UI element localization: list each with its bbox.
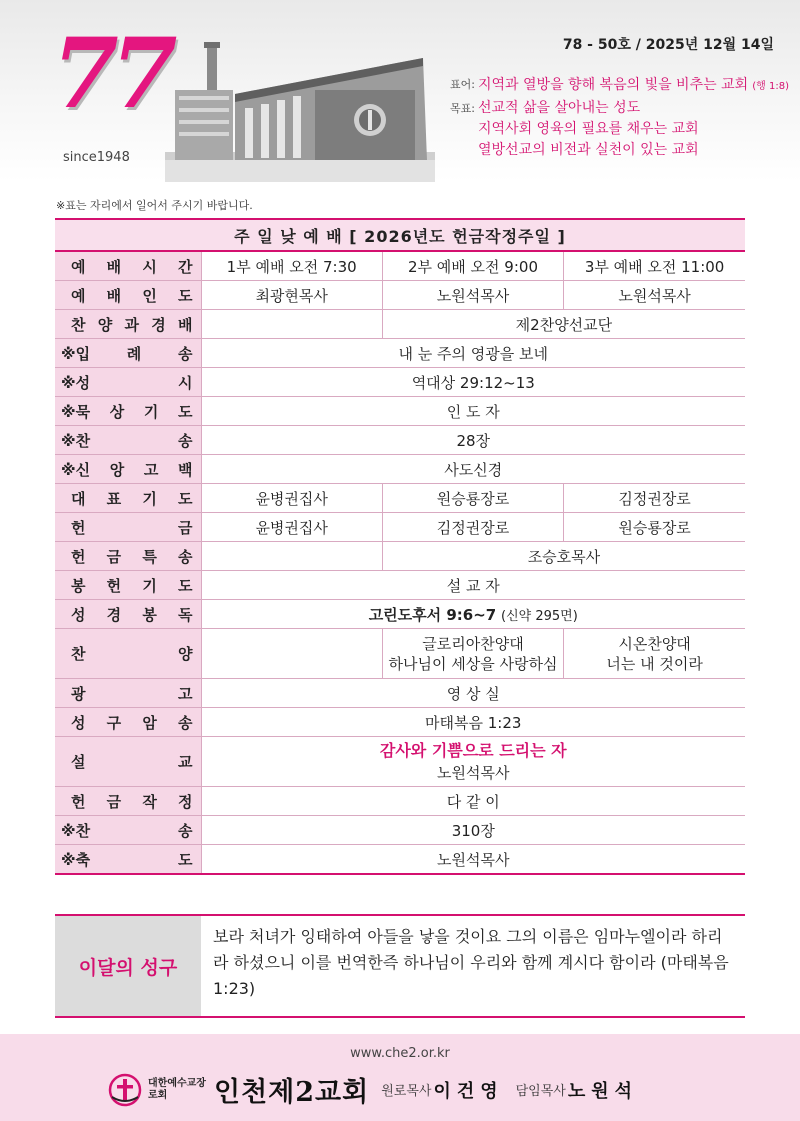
row-label-text	[55, 517, 201, 538]
motto-label: 표어:	[450, 78, 475, 91]
row-label	[55, 426, 201, 455]
row-label-char: 예	[71, 286, 86, 305]
service-2-cell: 김정권장로	[382, 513, 563, 542]
row-label-char: 배	[178, 315, 193, 334]
row-label	[55, 571, 201, 600]
row-label-text	[55, 712, 201, 733]
row-label	[55, 629, 201, 679]
row-label-text	[55, 575, 201, 596]
all-services-cell: 노원석목사	[201, 845, 745, 875]
table-row	[55, 484, 745, 513]
row-label-char: 도	[177, 286, 193, 305]
church-building-illustration	[165, 32, 435, 182]
table-row	[55, 845, 745, 875]
standing-note: ※표는 자리에서 일어서 주시기 바랍니다.	[56, 199, 253, 212]
table-row	[55, 281, 745, 310]
choir-2-cell	[382, 629, 563, 679]
row-label-text	[55, 314, 201, 335]
row-label-text	[55, 401, 201, 422]
row-label-char: 배	[106, 286, 122, 305]
all-services-cell: 다 같 이	[201, 787, 745, 816]
row-label-char: 찬	[71, 315, 86, 334]
service-2-3-cell: 조승호목사	[382, 542, 745, 571]
service-2-cell: 원승룡장로	[382, 484, 563, 513]
row-label-char: 고	[143, 460, 159, 479]
table-row	[55, 542, 745, 571]
row-label-text	[55, 683, 201, 704]
choir-name: 시온찬양대	[618, 634, 691, 653]
preacher: 노원석목사	[437, 763, 510, 782]
row-label-char: 예	[71, 257, 86, 276]
goal-list	[478, 98, 699, 161]
row-label-char: ※묵	[61, 402, 91, 421]
row-label-char: 성	[71, 605, 86, 624]
row-label-char: 경	[106, 605, 122, 624]
choir-song: 너는 내 것이라	[606, 654, 703, 673]
row-label-char: 기	[142, 576, 157, 595]
row-label	[55, 708, 201, 737]
table-row	[55, 787, 745, 816]
row-label	[55, 787, 201, 816]
footer	[0, 1034, 800, 1121]
row-label-char: 간	[177, 257, 193, 276]
row-label	[55, 600, 201, 629]
table-row	[55, 455, 745, 484]
service-1-cell: 윤병권집사	[201, 484, 382, 513]
all-services-cell: 영 상 실	[201, 679, 745, 708]
row-label-char: 상	[109, 402, 125, 421]
row-label	[55, 455, 201, 484]
row-label	[55, 679, 201, 708]
row-label-char: 고	[178, 684, 193, 703]
motto-row	[450, 74, 790, 94]
row-label-text	[55, 751, 201, 772]
row-label-char: 례	[126, 344, 142, 363]
table-row	[55, 397, 745, 426]
row-label-char: 봉	[142, 605, 157, 624]
row-label-char: 금	[106, 547, 122, 566]
service-3-cell: 김정권장로	[564, 484, 745, 513]
senior-role: 담임목사	[515, 1084, 566, 1099]
row-label-text	[55, 430, 201, 451]
row-label-char: 송	[178, 431, 193, 450]
row-label-char: 백	[178, 460, 193, 479]
row-label	[55, 368, 201, 397]
row-label-char: 도	[177, 489, 193, 508]
verse-text: 보라 처녀가 잉태하여 아들을 낳을 것이요 그의 이름은 임마누엘이라 하리라 하셨으니 이를 번역한즉 하나님이 우리와 함께 계시다 함이라 (마태복음 1:23)	[213, 927, 729, 998]
service-3-cell: 3부 예배 오전 11:00	[564, 251, 745, 281]
choir-song: 하나님이 세상을 사랑하심	[388, 654, 558, 673]
row-label-char: 헌	[71, 547, 86, 566]
goal-item: 지역사회 영육의 필요를 채우는 교회	[478, 121, 699, 137]
goal-label: 목표:	[450, 102, 475, 115]
service-2-3-cell: 제2찬양선교단	[382, 310, 745, 339]
sermon-title: 감사와 기쁨으로 드리는 자	[379, 740, 567, 760]
row-label-text	[55, 343, 201, 364]
row-label-char: 구	[106, 713, 122, 732]
row-label-char: 헌	[106, 576, 122, 595]
worship-title: 주 일 낮 예 배 [ 2026년도 헌금작정주일 ]	[55, 219, 745, 251]
row-label-char: 앙	[109, 460, 125, 479]
row-label-char: 헌	[71, 792, 86, 811]
all-services-cell: 내 눈 주의 영광을 보네	[201, 339, 745, 368]
row-label-text	[55, 285, 201, 306]
church-name: 인천제2교회	[214, 1077, 370, 1108]
table-row	[55, 600, 745, 629]
row-label	[55, 397, 201, 426]
service-2-cell: 2부 예배 오전 9:00	[382, 251, 563, 281]
table-row	[55, 339, 745, 368]
row-label-char: 기	[142, 489, 157, 508]
row-label	[55, 339, 201, 368]
service-3-cell: 원승룡장로	[564, 513, 745, 542]
row-label-char: ※성	[61, 373, 91, 392]
row-label-text	[55, 372, 201, 393]
row-label-text	[55, 256, 201, 277]
all-services-cell: 사도신경	[201, 455, 745, 484]
row-label-char: 교	[178, 753, 193, 771]
service-1-cell: 윤병권집사	[201, 513, 382, 542]
service-1-cell	[201, 542, 382, 571]
all-services-cell: 28장	[201, 426, 745, 455]
table-row	[55, 571, 745, 600]
row-label-char: 표	[106, 489, 122, 508]
row-label-char: 금	[178, 518, 193, 537]
since-year: since1948	[63, 150, 130, 165]
row-label-char: 송	[177, 713, 193, 732]
table-row	[55, 816, 745, 845]
service-3-cell: 노원석목사	[564, 281, 745, 310]
issue-date: 78 - 50호 / 2025년 12월 14일	[562, 37, 774, 53]
row-label-char: 봉	[71, 576, 86, 595]
row-label-char: 정	[177, 792, 193, 811]
row-label-char: ※찬	[61, 431, 91, 450]
table-row	[55, 679, 745, 708]
table-row	[55, 708, 745, 737]
row-label-char: 독	[177, 605, 193, 624]
motto-reference: (행 1:8)	[752, 81, 790, 92]
row-label-char: 설	[71, 753, 86, 771]
table-row	[55, 251, 745, 281]
row-label-char: 금	[106, 792, 122, 811]
row-label-char: ※입	[61, 344, 91, 363]
row-label-char: 찬	[71, 645, 86, 663]
row-label-char: ※찬	[61, 821, 91, 840]
table-row	[55, 629, 745, 679]
scripture-reference: 고린도후서 9:6~7	[368, 605, 497, 624]
bulletin-header	[0, 0, 800, 182]
motto-text: 지역과 열방을 향해 복음의 빛을 비추는 교회	[478, 77, 749, 93]
table-row	[55, 426, 745, 455]
logo-number: 77	[52, 17, 170, 130]
row-label-char: 과	[124, 315, 139, 334]
choir-name: 글로리아찬양대	[422, 634, 524, 653]
row-label-text	[55, 820, 201, 841]
row-label	[55, 251, 201, 281]
row-label-text	[55, 459, 201, 480]
row-label-char: 시	[142, 257, 157, 276]
senior-pastor-name: 노원석	[567, 1080, 639, 1102]
row-label-char: ※신	[61, 460, 91, 479]
scripture-reading-cell	[201, 600, 745, 629]
row-label-char: 경	[151, 315, 166, 334]
row-label	[55, 310, 201, 339]
row-label	[55, 816, 201, 845]
choir-3-cell	[564, 629, 745, 679]
row-label-text	[55, 488, 201, 509]
row-label-char: 시	[178, 373, 193, 392]
row-label-char: 양	[178, 645, 193, 663]
row-label	[55, 737, 201, 787]
service-1-cell: 최광현목사	[201, 281, 382, 310]
row-label-char: 암	[142, 713, 157, 732]
row-label-char: 기	[143, 402, 159, 421]
row-label	[55, 542, 201, 571]
all-services-cell: 310장	[201, 816, 745, 845]
row-label	[55, 484, 201, 513]
row-label-text	[55, 849, 201, 870]
row-label-char: 양	[97, 315, 113, 334]
church-logo-icon	[108, 1073, 142, 1107]
table-row	[55, 310, 745, 339]
service-1-cell	[201, 310, 382, 339]
table-row	[55, 513, 745, 542]
row-label	[55, 845, 201, 875]
row-label-char: 배	[106, 257, 122, 276]
row-label-char: 송	[177, 344, 193, 363]
goal-row	[450, 98, 790, 161]
service-1-cell	[201, 629, 382, 679]
row-label-text	[55, 546, 201, 567]
row-label-char: 특	[142, 547, 157, 566]
table-row	[55, 368, 745, 397]
row-label-char: ※축	[61, 850, 91, 869]
website-link[interactable]: www.che2.or.kr	[350, 1046, 450, 1061]
table-row	[55, 737, 745, 787]
row-label-text	[55, 643, 201, 664]
emeritus-role: 원로목사	[381, 1084, 432, 1099]
table-title-row	[55, 219, 745, 251]
all-services-cell: 설 교 자	[201, 571, 745, 600]
row-label-char: 송	[177, 547, 193, 566]
worship-order-table	[55, 218, 745, 875]
row-label-char: 도	[178, 850, 193, 869]
row-label-char: 성	[71, 713, 86, 732]
sermon-cell	[201, 737, 745, 787]
service-1-cell: 1부 예배 오전 7:30	[201, 251, 382, 281]
row-label	[55, 513, 201, 542]
denomination: 대한예수교장로회	[148, 1077, 206, 1101]
service-2-cell: 노원석목사	[382, 281, 563, 310]
scripture-page: (신약 295면)	[501, 608, 578, 624]
monthly-verse	[55, 914, 745, 1018]
all-services-cell: 인 도 자	[201, 397, 745, 426]
goal-item: 선교적 삶을 살아내는 성도	[478, 100, 641, 116]
row-label-char: 대	[71, 489, 86, 508]
motto-block	[450, 74, 790, 165]
row-label-char: 인	[142, 286, 157, 305]
row-label-text	[55, 791, 201, 812]
row-label-char: 헌	[71, 518, 86, 537]
row-label	[55, 281, 201, 310]
row-label-char: 작	[142, 792, 157, 811]
goal-item: 열방선교의 비전과 실천이 있는 교회	[478, 142, 699, 158]
church-signature	[108, 1070, 638, 1109]
all-services-cell: 마태복음 1:23	[201, 708, 745, 737]
row-label-char: 송	[178, 821, 193, 840]
all-services-cell: 역대상 29:12~13	[201, 368, 745, 397]
row-label-char: 광	[71, 684, 86, 703]
verse-label: 이달의 성구	[55, 916, 201, 1016]
emeritus-pastor-name: 이건영	[433, 1080, 504, 1102]
row-label-char: 도	[177, 576, 193, 595]
row-label-char: 도	[178, 402, 193, 421]
row-label-text	[55, 604, 201, 625]
